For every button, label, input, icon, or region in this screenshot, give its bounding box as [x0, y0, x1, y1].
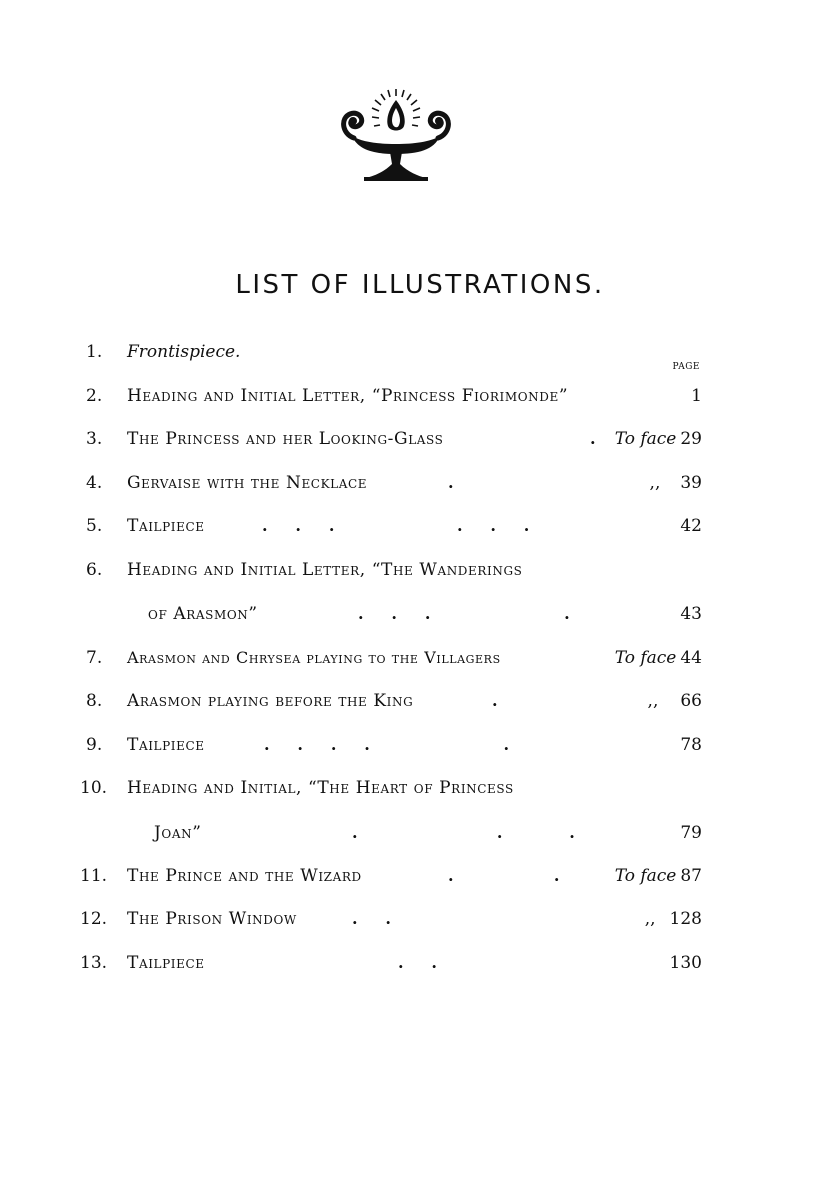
- entry-title: Heading and Initial, “The Heart of Princess: [127, 778, 514, 798]
- entry-number: 5.: [86, 516, 103, 536]
- entry-title: The Princess and her Looking-Glass: [127, 429, 444, 449]
- entry-page: 42: [680, 516, 702, 536]
- list-item: [0, 513, 840, 539]
- list-item: [0, 426, 840, 452]
- entry-title: Tailpiece: [127, 953, 205, 973]
- entry-page: 78: [680, 735, 702, 755]
- leader-dots: . .: [398, 953, 437, 972]
- entry-number: 12.: [80, 909, 108, 929]
- entry-title: Arasmon and Chrysea playing to the Villagers: [127, 648, 501, 667]
- entry-number: 2.: [86, 386, 103, 406]
- entry-number: 10.: [80, 778, 108, 798]
- list-item: [0, 339, 840, 365]
- entry-number: 4.: [86, 473, 103, 493]
- entry-title: Heading and Initial Letter, “Princess Fiorimonde”: [127, 386, 569, 406]
- entry-page: 1: [691, 386, 702, 406]
- entry-title: The Prince and the Wizard: [127, 866, 362, 886]
- entry-page: ,, 66: [647, 691, 702, 711]
- entry-title: Frontispiece.: [127, 342, 241, 362]
- entry-title: Tailpiece: [127, 735, 205, 755]
- list-item: [0, 950, 840, 976]
- list-item: [0, 688, 840, 714]
- entry-page: ,, 39: [649, 473, 702, 493]
- entry-title: Tailpiece: [127, 516, 205, 536]
- entry-title: Joan”: [154, 823, 202, 843]
- list-item: [0, 906, 840, 932]
- leader-dots: .: [492, 691, 498, 710]
- entry-number: 1.: [86, 342, 103, 362]
- entry-number: 13.: [80, 953, 108, 973]
- list-item: [0, 732, 840, 758]
- entry-page: 43: [680, 604, 702, 624]
- entry-page: To face 44: [614, 648, 702, 668]
- list-item: [0, 383, 840, 409]
- list-item: [0, 470, 840, 496]
- entry-title: The Prison Window: [127, 909, 297, 929]
- leader-dots: . . .: [352, 823, 575, 842]
- entry-number: 8.: [86, 691, 103, 711]
- entry-page: To face 87: [614, 866, 702, 886]
- entry-page: To face 29: [614, 429, 702, 449]
- entry-number: 3.: [86, 429, 103, 449]
- entry-number: 7.: [86, 648, 103, 668]
- page-title: LIST OF ILLUSTRATIONS.: [235, 270, 605, 300]
- leader-dots: . .: [352, 909, 391, 928]
- entry-title: of Arasmon”: [148, 604, 258, 624]
- list-item: [0, 601, 840, 627]
- leader-dots: . . . . .: [264, 735, 510, 754]
- entry-number: 6.: [86, 560, 103, 580]
- entry-title: Arasmon playing before the King: [127, 691, 414, 711]
- list-item: [0, 557, 840, 583]
- entry-page: 130: [669, 953, 702, 973]
- list-item: [0, 775, 840, 801]
- leader-dots: . . . .: [358, 604, 570, 623]
- leader-dots: . . . . . .: [262, 516, 530, 535]
- entry-title: Gervaise with the Necklace: [127, 473, 368, 493]
- entry-page: 79: [680, 823, 702, 843]
- lamp-ornament-icon: [338, 88, 454, 188]
- entry-number: 9.: [86, 735, 103, 755]
- leader-dots: .: [590, 429, 596, 448]
- leader-dots: .: [448, 473, 454, 492]
- list-item: [0, 820, 840, 846]
- leader-dots: . .: [448, 866, 560, 885]
- entry-title: Heading and Initial Letter, “The Wanderings: [127, 560, 523, 580]
- list-item: [0, 863, 840, 889]
- list-item: [0, 645, 840, 671]
- entry-page: ,, 128: [644, 909, 702, 929]
- page-column-label: PAGE: [672, 362, 700, 372]
- entry-number: 11.: [80, 866, 108, 886]
